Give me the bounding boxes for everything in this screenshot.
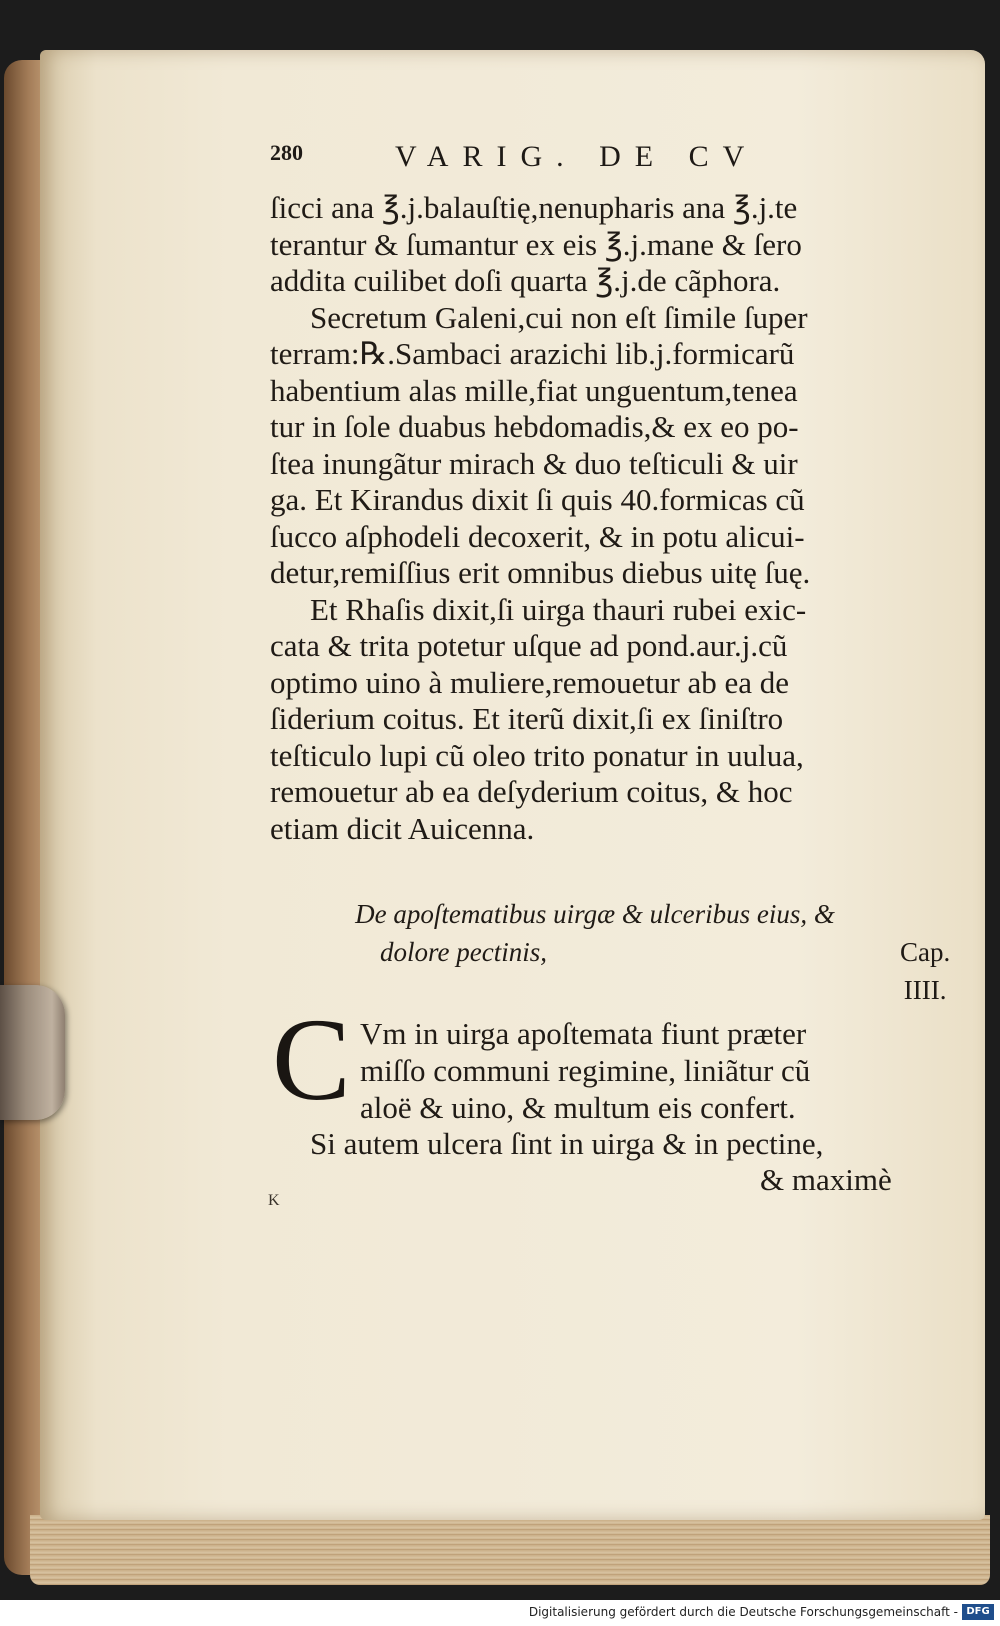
text-line: aloë & uino, & multum eis confert. (360, 1090, 796, 1125)
text-line: Secretum Galeni,cui non eſt ſimile ſuper (310, 299, 808, 335)
chapter-heading-line: dolore pectinis, (380, 937, 547, 967)
drop-cap: C (272, 994, 351, 1125)
chapter-heading-line: De apoſtematibus uirgæ & ulceribus eius, & (355, 899, 835, 929)
chapter-heading (270, 895, 951, 1005)
running-title: VARIG. DE CV (395, 140, 759, 173)
text-line: detur,remiſſius erit omnibus diebus uitę ſuę. (270, 555, 811, 590)
text-line: cata & trita potetur uſque ad pond.aur.j.cũ (270, 628, 788, 663)
footer (0, 1600, 1000, 1626)
text-line: terantur & ſumantur ex eis ℥.j.mane & ſero (270, 226, 802, 262)
text-line: terram:℞.Sambaci arazichi lib.j.formicarũ (270, 336, 795, 371)
signature-mark: K (268, 1192, 280, 1209)
text-line: ſucco aſphodeli decoxerit, & in potu alicui- (270, 518, 805, 554)
text-line: remouetur ab ea deſyderium coitus, & hoc (270, 774, 793, 809)
text-line: optimo uino à muliere,remouetur ab ea de (270, 664, 790, 700)
text-line: teſticulo lupi cũ oleo trito ponatur in uulua, (270, 737, 804, 773)
page-number: 280 (270, 140, 303, 165)
text-line: addita cuilibet doſi quarta ℥.j.de cãphora. (270, 263, 781, 298)
body-text (270, 190, 920, 847)
page-stack-edges (30, 1515, 990, 1585)
chapter-number: Cap. IIII. (900, 937, 951, 1005)
chapter-opening-text (360, 1015, 920, 1126)
text-line: Et Rhaſis dixit,ſi uirga thauri rubei exic- (310, 591, 807, 627)
text-line: ga. Et Kirandus dixit ſi quis 40.formicas cũ (270, 482, 805, 517)
book-clip (0, 985, 65, 1120)
text-line: etiam dicit Auicenna. (270, 810, 535, 846)
text-line: tur in ſole duabus hebdomadis,& ex eo po- (270, 409, 799, 444)
catchword: & maximè (760, 1162, 892, 1197)
text-line: miſſo communi regimine, liniãtur cũ (360, 1053, 811, 1088)
text-line: ſiderium coitus. Et iterũ dixit,ſi ex ſiniſtro (270, 701, 784, 736)
final-text (270, 1126, 920, 1162)
text-line: ſicci ana ℥.j.balauſtię,nenupharis ana ℥.j.te (270, 190, 798, 225)
dfg-logo: DFG (962, 1604, 994, 1620)
footer-credit: Digitalisierung gefördert durch die Deutsche Forschungsgemeinschaft - (528, 1605, 958, 1619)
text-line: habentium alas mille,fiat unguentum,tenea (270, 372, 798, 408)
running-head (270, 140, 910, 180)
text-line: Si autem ulcera ſint in uirga & in pectine, (310, 1126, 824, 1161)
text-line: Vm in uirga apoſtemata fiunt præter (360, 1016, 807, 1051)
text-line: ſtea inungãtur mirach & duo teſticuli & uir (270, 445, 798, 481)
